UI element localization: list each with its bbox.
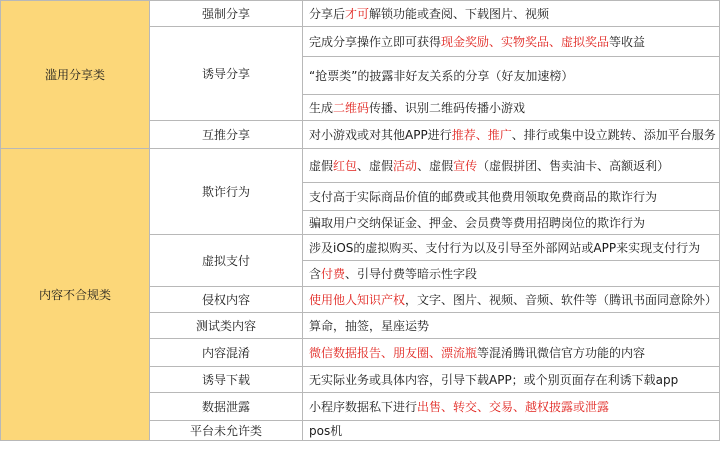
highlight-text: 微信数据报告、朋友圈、漂流瓶 bbox=[309, 345, 478, 360]
description-text: 小程序数据私下进行 bbox=[309, 399, 418, 414]
highlight-text: 出售、转交、交易、越权披露或泄露 bbox=[417, 399, 610, 414]
subcategory-cell: 诱导下载 bbox=[150, 367, 303, 393]
description-text: 支付高于实际商品价值的邮费或其他费用领取免费商品的欺诈行为 bbox=[309, 189, 658, 204]
description-text: 解锁功能或查阅、下载图片、视频 bbox=[369, 6, 550, 21]
subcategory-cell: 平台未允许类 bbox=[150, 421, 303, 441]
subcategory-cell: 欺诈行为 bbox=[150, 149, 303, 235]
category-cell: 滥用分享类 bbox=[1, 1, 150, 149]
table-row bbox=[1, 1, 720, 27]
description-cell bbox=[303, 57, 720, 95]
description-cell bbox=[303, 367, 720, 393]
description-text: “抢票类”的披露非好友关系的分享（好友加速榜） bbox=[309, 68, 574, 83]
highlight-text: 使用他人知识产权 bbox=[309, 292, 406, 307]
description-text: 传播、识别二维码传播小游戏 bbox=[369, 100, 526, 115]
description-cell bbox=[303, 149, 720, 183]
subcategory-cell: 互推分享 bbox=[150, 121, 303, 149]
subcategory-cell: 内容混淆 bbox=[150, 339, 303, 367]
description-cell bbox=[303, 339, 720, 367]
description-cell bbox=[303, 287, 720, 313]
description-text: 等收益 bbox=[609, 34, 646, 49]
description-cell bbox=[303, 313, 720, 339]
description-text: ，文字、图片、视频、音频、软件等（腾讯书面同意除外） bbox=[405, 292, 718, 307]
description-cell bbox=[303, 211, 720, 235]
description-text: 算命，抽签，星座运势 bbox=[309, 318, 430, 333]
description-text: 涉及iOS的虚拟购买、支付行为以及引导至外部网站或APP来实现支付行为 bbox=[309, 240, 701, 255]
description-text: 分享后 bbox=[309, 6, 346, 21]
category-cell: 内容不合规类 bbox=[1, 149, 150, 441]
table-row bbox=[1, 149, 720, 183]
description-text: pos机 bbox=[309, 423, 343, 438]
highlight-text: 付费 bbox=[321, 266, 346, 281]
highlight-text: 宣传 bbox=[453, 158, 478, 173]
description-cell bbox=[303, 261, 720, 287]
subcategory-cell: 数据泄露 bbox=[150, 393, 303, 421]
subcategory-cell: 测试类内容 bbox=[150, 313, 303, 339]
description-cell bbox=[303, 235, 720, 261]
description-text: 虚假 bbox=[309, 158, 334, 173]
highlight-text: 现金奖励、实物奖品、虚拟奖品 bbox=[441, 34, 610, 49]
description-text: 含 bbox=[309, 266, 322, 281]
highlight-text: 才可 bbox=[345, 6, 370, 21]
description-text: 、虚假 bbox=[417, 158, 454, 173]
description-text: 无实际业务或具体内容，引导下载APP；或个别页面存在利诱下载app bbox=[309, 372, 679, 387]
description-text: 完成分享操作立即可获得 bbox=[309, 34, 442, 49]
description-text: 等混淆腾讯微信官方功能的内容 bbox=[477, 345, 646, 360]
description-cell bbox=[303, 95, 720, 121]
violation-table-body bbox=[1, 1, 720, 441]
subcategory-cell: 强制分享 bbox=[150, 1, 303, 27]
description-text: 对小游戏或对其他APP进行 bbox=[309, 127, 452, 142]
description-cell bbox=[303, 183, 720, 211]
description-text: 生成 bbox=[309, 100, 334, 115]
description-cell bbox=[303, 121, 720, 149]
description-text: 骗取用户交纳保证金、押金、会员费等费用招聘岗位的欺诈行为 bbox=[309, 215, 646, 230]
description-cell bbox=[303, 421, 720, 441]
subcategory-cell: 虚拟支付 bbox=[150, 235, 303, 287]
description-text: 、虚假 bbox=[357, 158, 394, 173]
description-text: （虚假拼团、售卖油卡、高额返利） bbox=[477, 158, 670, 173]
subcategory-cell: 诱导分享 bbox=[150, 27, 303, 121]
highlight-text: 二维码 bbox=[333, 100, 370, 115]
highlight-text: 推荐、推广 bbox=[451, 127, 512, 142]
description-text: 、排行或集中设立跳转、添加平台服务 bbox=[511, 127, 716, 142]
description-cell bbox=[303, 393, 720, 421]
highlight-text: 红包 bbox=[333, 158, 358, 173]
description-text: 、引导付费等暗示性字段 bbox=[345, 266, 478, 281]
description-cell bbox=[303, 1, 720, 27]
highlight-text: 活动 bbox=[393, 158, 418, 173]
description-cell bbox=[303, 27, 720, 57]
subcategory-cell: 侵权内容 bbox=[150, 287, 303, 313]
